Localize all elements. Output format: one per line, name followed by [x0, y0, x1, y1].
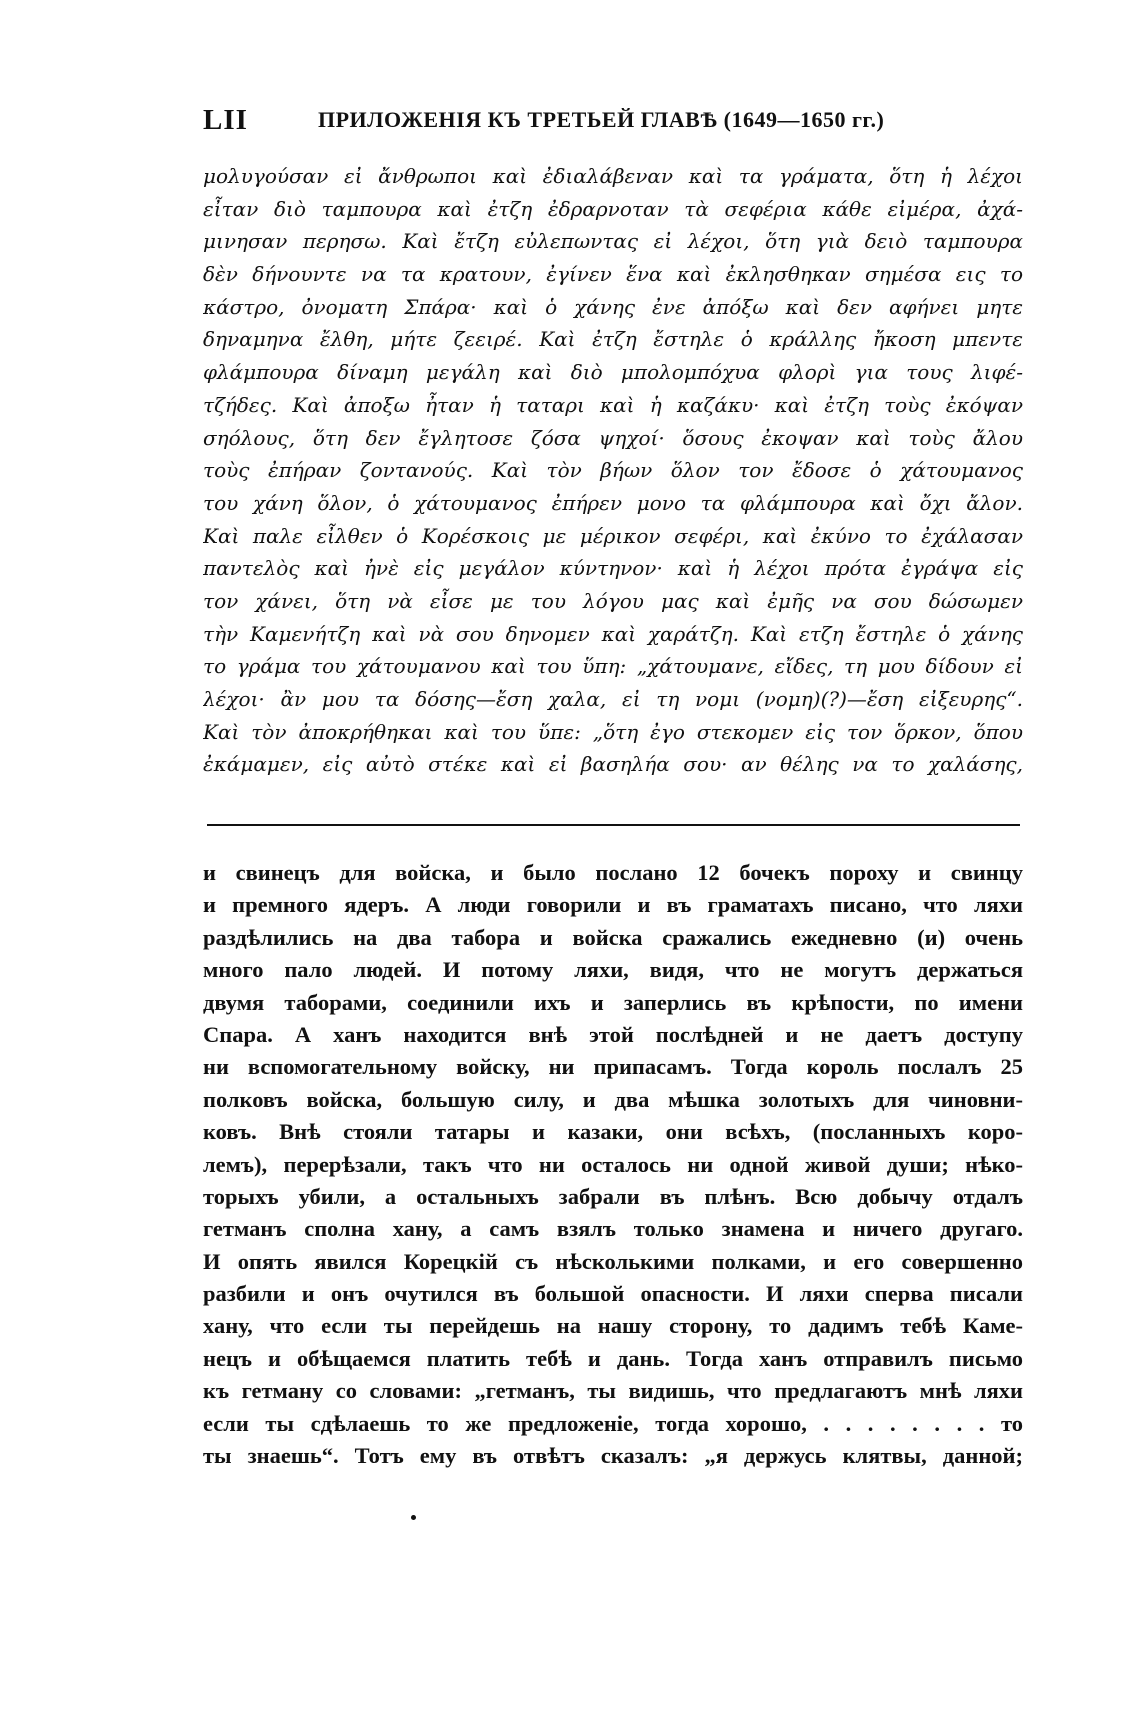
greek-line: κάστρο, ὀνοματη Σπάρα· καὶ ὁ χάνης ἐνε ἀπόξω καὶ δεν αφήνει μητε	[203, 294, 1023, 319]
russian-line: ты знаешь“. Тотъ ему въ отвѣтъ сказалъ: „я держусь клятвы, данной;	[203, 1443, 1023, 1469]
greek-line: τοὺς ἐπήραν ζοντανούς. Καὶ τὸν βήων ὅλον τον ἔδοσε ὁ χάτουμανος	[203, 458, 1023, 483]
russian-line: двумя таборами, соединили ихъ и заперлись въ крѣпости, по имени	[203, 989, 1023, 1015]
running-title: ПРИЛОЖЕНІЯ КЪ ТРЕТЬЕЙ ГЛАВѢ (1649—1650 гг.)	[318, 107, 885, 132]
print-speck	[411, 1515, 416, 1520]
greek-line: παντελὸς καὶ ἠνὲ εἰς μεγάλον κύντηνον· καὶ ἡ λέχοι πρότα ἐγράψα εἰς	[203, 556, 1023, 581]
greek-line: φλάμπουρα δίναμη μεγάλη καὶ διὸ μπολομπόχυα φλορὶ για τους λιφέ-	[203, 360, 1023, 385]
russian-line: раздѣлились на два табора и войска сражались ежедневно (и) очень	[203, 924, 1023, 950]
russian-line: и премного ядеръ. А люди говорили и въ граматахъ писано, что ляхи	[203, 892, 1023, 918]
russian-line: ни вспомогательному войску, ни припасамъ. Тогда король послалъ 25	[203, 1054, 1023, 1080]
greek-line: Καὶ τὸν ἀποκρήθηκαι καὶ του ὕπε: „ὅτη ἐγο στεκομεν εἰς τον ὅρκον, ὅπου	[203, 719, 1023, 744]
russian-line: если ты сдѣлаешь то же предложеніе, тогда хорошо, . . . . . . . . то	[203, 1410, 1023, 1436]
greek-line: ἐκάμαμεν, εἰς αὐτὸ στέκε καὶ εἰ βασηλήα σου· αν θέλης να το χαλάσης,	[203, 752, 1023, 777]
russian-line: много пало людей. И потому ляхи, видя, что не могутъ держаться	[203, 957, 1023, 983]
greek-line: δηναμηνα ἔλθη, μήτε ζεειρέ. Καὶ ἐτζη ἔστηλε ὁ κράλλης ἤκοση μπεντε	[203, 327, 1023, 352]
russian-line: и свинецъ для войска, и было послано 12 бочекъ пороху и свинцу	[203, 860, 1023, 885]
russian-line: лемъ), перерѣзали, такъ что ни осталось ни одной живой души; нѣко-	[203, 1151, 1023, 1177]
page-header	[203, 104, 1023, 144]
russian-line: Спара. А ханъ находится внѣ этой послѣдней и не даетъ доступу	[203, 1021, 1023, 1047]
section-divider	[207, 824, 1020, 826]
russian-line: торыхъ убили, а остальныхъ забрали въ плѣнъ. Всю добычу отдалъ	[203, 1183, 1023, 1209]
greek-line: του χάνη ὅλον, ὁ χάτουμανος ἐπήρεν μονο τα φλάμπουρα καὶ ὄχι ἄλον.	[203, 490, 1023, 515]
russian-line: хану, что если ты перейдешь на нашу сторону, то дадимъ тебѣ Каме-	[203, 1313, 1023, 1339]
greek-line: Καὶ παλε εἶλθεν ὁ Κορέσκοις με μέρικον σεφέρι, καὶ ἐκύνο το ἐχάλασαν	[203, 523, 1023, 548]
russian-line: ковъ. Внѣ стояли татары и казаки, они всѣхъ, (посланныхъ коро-	[203, 1119, 1023, 1145]
greek-line: μολυγούσαν εἰ ἄνθρωποι καὶ ἐδιαλάβεναν καὶ τα γράματα, ὅτη ἡ λέχοι	[203, 164, 1023, 188]
russian-translation-block	[203, 857, 1023, 1472]
greek-line: μινησαν περησω. Καὶ ἔτζη εὐλεπωντας εἰ λέχοι, ὅτη γιὰ δειὸ ταμπουρα	[203, 229, 1023, 254]
greek-line: σηόλους, ὅτη δεν ἔγλητοσε ζόσα ψηχοί· ὅσους ἐκοψαν καὶ τοὺς ἄλου	[203, 425, 1023, 450]
greek-text-block	[203, 160, 1023, 781]
greek-line: δὲν δήνουντε να τα κρατουν, ἐγίνεν ἕνα καὶ ἐκλησθηκαν σημέσα εις το	[203, 262, 1023, 287]
greek-line: το γράμα του χάτουμανου καὶ του ὕπη: „χάτουμανε, εἴδες, τη μου δίδουν εἰ	[203, 654, 1023, 679]
russian-line: разбили и онъ очутился въ большой опасности. И ляхи сперва писали	[203, 1281, 1023, 1307]
russian-line: къ гетману со словами: „гетманъ, ты видишь, что предлагаютъ мнѣ ляхи	[203, 1378, 1023, 1404]
greek-line: εἶταν διὸ ταμπουρα καὶ ἐτζη ἐδραρνοταν τὰ σεφέρια κάθε εἰμέρα, ἀχά-	[203, 196, 1023, 221]
greek-line: τὴν Καμενήτζη καὶ νὰ σου δηνομεν καὶ χαράτζη. Καὶ ετζη ἔστηλε ὁ χάνης	[203, 621, 1023, 646]
russian-line: И опять явился Корецкій съ нѣсколькими полками, и его совершенно	[203, 1248, 1023, 1274]
greek-line: τον χάνει, ὅτη νὰ εἶσε με του λόγου μας καὶ ἐμῆς να σου δώσωμεν	[203, 588, 1023, 613]
page-number: LII	[203, 104, 248, 136]
greek-line: τζήδες. Καὶ ἀποξω ἦταν ἡ ταταρι καὶ ἡ καζάκυ· καὶ ἐτζη τοὺς ἐκόψαν	[203, 392, 1023, 417]
russian-line: полковъ войска, большую силу, и два мѣшка золотыхъ для чиновни-	[203, 1086, 1023, 1112]
russian-line: нецъ и обѣщаемся платить тебѣ и дань. Тогда ханъ отправилъ письмо	[203, 1345, 1023, 1371]
greek-line: λέχοι· ἂν μου τα δόσης—ἔση χαλα, εἰ τη νομι (νομη)(?)—ἔση εἰξευρης“.	[203, 687, 1023, 711]
russian-line: гетманъ сполна хану, а самъ взялъ только знамена и ничего другаго.	[203, 1216, 1023, 1242]
